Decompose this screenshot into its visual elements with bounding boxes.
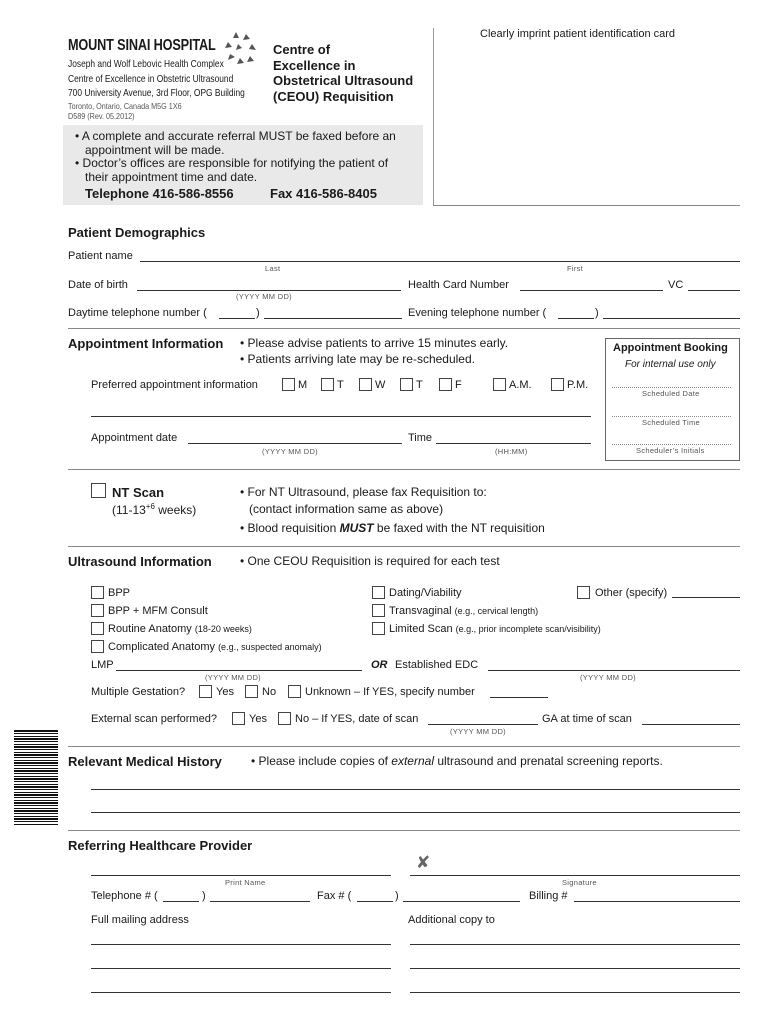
yes-label: Yes bbox=[216, 686, 234, 698]
evening-phone-label: Evening telephone number ( bbox=[408, 307, 547, 319]
provider-fax-area-code-field[interactable] bbox=[357, 901, 393, 902]
referring-provider-heading: Referring Healthcare Provider bbox=[68, 838, 253, 853]
section-divider bbox=[68, 830, 740, 831]
billing-field[interactable] bbox=[574, 901, 740, 902]
form-title-line: Obstetrical Ultrasound bbox=[273, 73, 414, 88]
pm-label: P.M. bbox=[567, 379, 589, 391]
medical-history-line-1[interactable] bbox=[91, 789, 740, 790]
nt-blood-note-c: be faxed with the NT requisition bbox=[373, 521, 545, 535]
limited-scan-label bbox=[389, 623, 601, 635]
mailing-address-line-3[interactable] bbox=[91, 992, 391, 993]
city-line: Toronto, Ontario, Canada M5G 1X6 bbox=[68, 101, 182, 111]
established-edc-field[interactable] bbox=[488, 670, 740, 671]
vc-label: VC bbox=[668, 279, 684, 291]
section-divider bbox=[68, 746, 740, 747]
dob-field[interactable] bbox=[137, 290, 401, 291]
nt-weeks-start: (11-13 bbox=[112, 503, 146, 517]
transvaginal-label bbox=[389, 605, 538, 617]
edc-format: (YYYY MM DD) bbox=[580, 673, 636, 682]
patient-name-field[interactable] bbox=[140, 261, 740, 262]
medical-history-note-b: external bbox=[391, 754, 434, 768]
routine-anatomy-label bbox=[108, 623, 252, 635]
print-name-caption: Print Name bbox=[225, 878, 266, 887]
centre-line: Centre of Excellence in Obstetric Ultrasound bbox=[68, 73, 234, 85]
mailing-address-line-2[interactable] bbox=[91, 968, 391, 969]
nt-scan-weeks bbox=[112, 502, 196, 517]
additional-copy-line-3[interactable] bbox=[410, 992, 740, 993]
ga-label: GA at time of scan bbox=[542, 713, 632, 725]
scheduled-time-field[interactable] bbox=[612, 416, 731, 417]
address-line: 700 University Avenue, 3rd Floor, OPG Building bbox=[68, 87, 245, 99]
ultrasound-info-heading: Ultrasound Information bbox=[68, 554, 212, 569]
external-scan-date-format: (YYYY MM DD) bbox=[450, 727, 506, 736]
unknown-label: Unknown – If YES, specify number bbox=[305, 686, 475, 698]
tuesday-checkbox[interactable] bbox=[321, 378, 334, 391]
appointment-booking-box bbox=[605, 338, 740, 461]
nt-blood-note bbox=[240, 521, 545, 535]
day-label: F bbox=[455, 379, 462, 391]
dob-format: (YYYY MM DD) bbox=[236, 292, 292, 301]
paren-close: ) bbox=[202, 890, 206, 902]
external-scan-date-field[interactable] bbox=[428, 724, 538, 725]
provider-fax-label: Fax # ( bbox=[317, 890, 352, 902]
barcode-icon bbox=[14, 730, 58, 825]
daytime-phone-label: Daytime telephone number ( bbox=[68, 307, 207, 319]
multiple-gestation-label: Multiple Gestation? bbox=[91, 686, 186, 698]
day-label: T bbox=[416, 379, 423, 391]
health-card-label: Health Card Number bbox=[408, 279, 509, 291]
transvaginal-note: (e.g., cervical length) bbox=[454, 606, 539, 616]
additional-copy-line-1[interactable] bbox=[410, 944, 740, 945]
form-title-line: (CEOU) Requisition bbox=[273, 88, 394, 104]
external-scan-label: External scan performed? bbox=[91, 713, 217, 725]
evening-area-code-field[interactable] bbox=[558, 318, 594, 319]
daytime-area-code-field[interactable] bbox=[219, 318, 255, 319]
multiple-gestation-no-checkbox[interactable] bbox=[245, 685, 258, 698]
complicated-anatomy-note: (e.g., suspected anomaly) bbox=[218, 642, 322, 652]
evening-phone-field[interactable] bbox=[603, 318, 740, 319]
nt-note: (contact information same as above) bbox=[249, 502, 444, 516]
routine-anatomy-note: (18-20 weeks) bbox=[194, 624, 252, 634]
complicated-anatomy-checkbox[interactable] bbox=[91, 640, 104, 653]
imprint-box-left-border bbox=[433, 28, 434, 206]
scheduler-initials-field[interactable] bbox=[612, 444, 731, 445]
nt-blood-note-a: • Blood requisition bbox=[240, 521, 340, 535]
bpp-checkbox[interactable] bbox=[91, 586, 104, 599]
bpp-mfm-checkbox[interactable] bbox=[91, 604, 104, 617]
additional-copy-label: Additional copy to bbox=[408, 914, 495, 926]
other-specify-field[interactable] bbox=[672, 597, 740, 598]
appointment-date-field[interactable] bbox=[188, 443, 402, 444]
section-divider bbox=[68, 328, 740, 329]
dob-label: Date of birth bbox=[68, 279, 128, 291]
patient-name-label: Patient name bbox=[68, 250, 133, 262]
provider-telephone-label: Telephone # ( bbox=[91, 890, 158, 902]
vc-field[interactable] bbox=[688, 290, 740, 291]
am-checkbox[interactable] bbox=[493, 378, 506, 391]
thursday-checkbox[interactable] bbox=[400, 378, 413, 391]
mailing-address-label: Full mailing address bbox=[91, 914, 189, 926]
patient-demographics-heading: Patient Demographics bbox=[68, 225, 206, 240]
day-label: M bbox=[298, 379, 308, 391]
last-name-caption: Last bbox=[265, 264, 281, 273]
section-divider bbox=[68, 469, 740, 470]
preferred-appointment-label: Preferred appointment information bbox=[91, 379, 258, 391]
imprint-note: Clearly imprint patient identification card bbox=[480, 28, 676, 40]
mailing-address-line-1[interactable] bbox=[91, 944, 391, 945]
scheduler-initials-caption: Scheduler’s Initials bbox=[636, 446, 705, 455]
additional-copy-line-2[interactable] bbox=[410, 968, 740, 969]
routine-anatomy-text: Routine Anatomy bbox=[108, 623, 192, 635]
signature-field[interactable] bbox=[410, 875, 740, 876]
daytime-phone-field[interactable] bbox=[264, 318, 402, 319]
complicated-anatomy-text: Complicated Anatomy bbox=[108, 641, 215, 653]
medical-history-note-a: • Please include copies of bbox=[251, 754, 392, 768]
appointment-note: • Patients arriving late may be re-scheduled. bbox=[240, 352, 475, 366]
medical-history-note-c: ultrasound and prenatal screening reports. bbox=[434, 754, 663, 768]
billing-label: Billing # bbox=[529, 890, 568, 902]
wednesday-checkbox[interactable] bbox=[359, 378, 372, 391]
bpp-mfm-label: BPP + MFM Consult bbox=[108, 605, 208, 617]
dating-viability-checkbox[interactable] bbox=[372, 586, 385, 599]
hospital-name: MOUNT SINAI HOSPITAL bbox=[68, 37, 216, 54]
notice-line: appointment will be made. bbox=[85, 142, 225, 157]
mount-sinai-logo-icon bbox=[222, 30, 264, 70]
limited-scan-note: (e.g., prior incomplete scan/visibility) bbox=[455, 624, 601, 634]
form-title bbox=[273, 42, 413, 104]
notice-line: • A complete and accurate referral MUST be faxed before an bbox=[75, 129, 396, 143]
health-card-field[interactable] bbox=[520, 290, 663, 291]
section-divider bbox=[68, 546, 740, 547]
nt-weeks-end: weeks) bbox=[154, 503, 197, 517]
lmp-field[interactable] bbox=[116, 670, 362, 671]
am-label: A.M. bbox=[509, 379, 532, 391]
appointment-time-format: (HH:MM) bbox=[495, 447, 528, 456]
bpp-label: BPP bbox=[108, 587, 131, 599]
fax-number: Fax 416-586-8405 bbox=[270, 186, 377, 201]
appointment-info-heading: Appointment Information bbox=[68, 336, 224, 351]
limited-scan-text: Limited Scan bbox=[389, 623, 453, 635]
gestation-number-field[interactable] bbox=[490, 697, 548, 698]
or-label: OR bbox=[371, 659, 388, 671]
dating-viability-label: Dating/Viability bbox=[389, 587, 462, 599]
preferred-appointment-notes-field[interactable] bbox=[91, 416, 591, 417]
paren-close: ) bbox=[595, 307, 599, 319]
nt-weeks-sup: +6 bbox=[145, 502, 155, 511]
appointment-date-format: (YYYY MM DD) bbox=[262, 447, 318, 456]
form-code: D589 (Rev. 05.2012) bbox=[68, 111, 135, 121]
nt-note: • For NT Ultrasound, please fax Requisition to: bbox=[240, 485, 487, 499]
scheduled-date-caption: Scheduled Date bbox=[642, 389, 700, 398]
internal-use-note: For internal use only bbox=[625, 359, 716, 370]
no-label: No bbox=[262, 686, 277, 698]
provider-fax-field[interactable] bbox=[403, 901, 520, 902]
external-scan-date-label: No – If YES, date of scan bbox=[295, 713, 419, 725]
imprint-box-bottom-border bbox=[433, 205, 740, 206]
routine-anatomy-checkbox[interactable] bbox=[91, 622, 104, 635]
ga-field[interactable] bbox=[642, 724, 740, 725]
limited-scan-checkbox[interactable] bbox=[372, 622, 385, 635]
ultrasound-note: • One CEOU Requisition is required for each test bbox=[240, 554, 500, 568]
scheduled-date-field[interactable] bbox=[612, 387, 731, 388]
complicated-anatomy-label bbox=[108, 641, 322, 653]
multiple-gestation-yes-checkbox[interactable] bbox=[199, 685, 212, 698]
day-label: W bbox=[375, 379, 386, 391]
appointment-time-field[interactable] bbox=[436, 443, 591, 444]
nt-scan-checkbox[interactable] bbox=[91, 483, 106, 498]
appointment-booking-title: Appointment Booking bbox=[613, 342, 728, 354]
appointment-note: • Please advise patients to arrive 15 minutes early. bbox=[240, 336, 509, 350]
day-label: T bbox=[337, 379, 344, 391]
medical-history-line-2[interactable] bbox=[91, 812, 740, 813]
first-name-caption: First bbox=[567, 264, 584, 273]
appointment-time-label: Time bbox=[408, 432, 433, 444]
other-label: Other (specify) bbox=[595, 587, 668, 599]
form-title-line: Centre of bbox=[273, 42, 331, 57]
medical-history-note bbox=[251, 754, 663, 768]
external-scan-yes-checkbox[interactable] bbox=[232, 712, 245, 725]
signature-mark-icon: ✘ bbox=[416, 853, 431, 872]
provider-telephone-field[interactable] bbox=[210, 901, 310, 902]
paren-close: ) bbox=[395, 890, 399, 902]
established-edc-label: Established EDC bbox=[395, 659, 479, 671]
scheduled-time-caption: Scheduled Time bbox=[642, 418, 700, 427]
form-title-line: Excellence in bbox=[273, 57, 356, 73]
medical-history-heading: Relevant Medical History bbox=[68, 754, 222, 769]
nt-scan-label: NT Scan bbox=[112, 485, 165, 500]
multiple-gestation-unknown-checkbox[interactable] bbox=[288, 685, 301, 698]
nt-blood-note-must: MUST bbox=[339, 521, 374, 535]
complex-name: Joseph and Wolf Lebovic Health Complex bbox=[68, 58, 224, 70]
transvaginal-text: Transvaginal bbox=[389, 605, 452, 617]
notice-line: their appointment time and date. bbox=[85, 169, 258, 184]
external-scan-no-checkbox[interactable] bbox=[278, 712, 291, 725]
signature-caption: Signature bbox=[562, 878, 597, 887]
monday-checkbox[interactable] bbox=[282, 378, 295, 391]
other-checkbox[interactable] bbox=[577, 586, 590, 599]
friday-checkbox[interactable] bbox=[439, 378, 452, 391]
yes-label: Yes bbox=[249, 713, 267, 725]
pm-checkbox[interactable] bbox=[551, 378, 564, 391]
print-name-field[interactable] bbox=[91, 875, 391, 876]
lmp-label: LMP bbox=[91, 659, 114, 671]
telephone-number: Telephone 416-586-8556 bbox=[85, 186, 234, 201]
transvaginal-checkbox[interactable] bbox=[372, 604, 385, 617]
appointment-date-label: Appointment date bbox=[91, 432, 178, 444]
provider-phone-area-code-field[interactable] bbox=[163, 901, 199, 902]
notice-line: • Doctor’s offices are responsible for notifying the patient of bbox=[75, 156, 389, 170]
lmp-format: (YYYY MM DD) bbox=[205, 673, 261, 682]
paren-close: ) bbox=[256, 307, 260, 319]
referral-notice bbox=[75, 130, 396, 184]
